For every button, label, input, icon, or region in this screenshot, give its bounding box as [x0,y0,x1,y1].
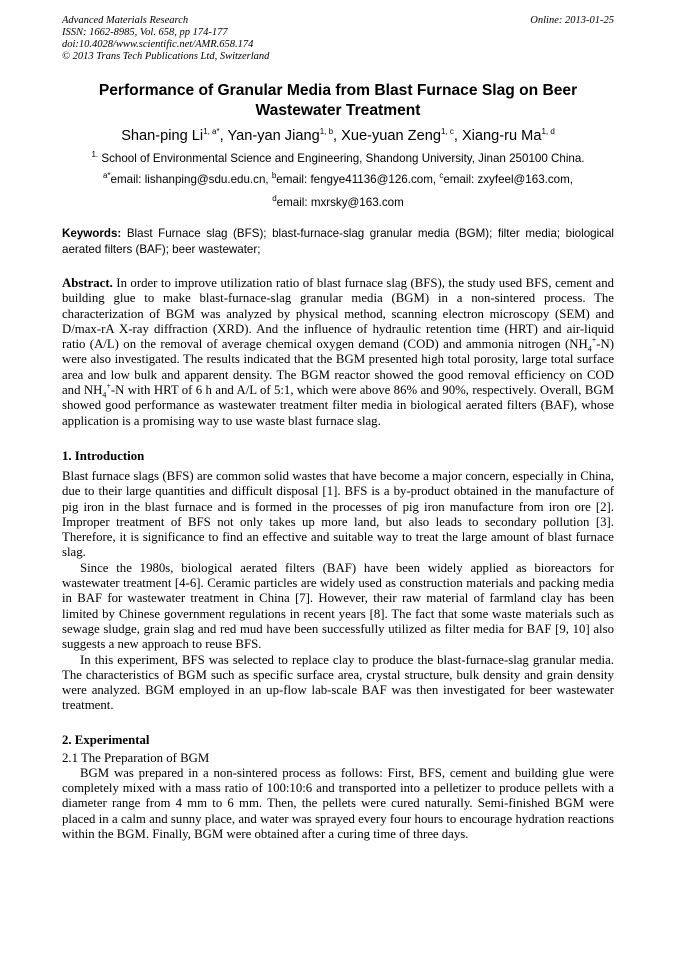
affiliation [62,150,614,168]
affiliation-text: School of Environmental Science and Engineering, Shandong University, Jinan 250100 China. [101,152,585,165]
email-mark: d [272,194,277,204]
email-mark: b [271,171,277,181]
section-heading-introduction: 1. Introduction [62,448,145,463]
author-name: Shan-ping Li [121,128,204,144]
author-separator: , [219,128,228,144]
email-mark: c [439,171,444,181]
author-affil-mark: 1, b [319,127,334,137]
author-separator: , [453,128,462,144]
author-name: Yan-yan Jiang [227,128,320,144]
body-paragraph: In this experiment, BFS was selected to replace clay to produce the blast-furnace-slag granular media. The characteristics of BGM such as specific surface area, crystal structure, bulk density and grain density were analyzed. BGM employed in an up-flow lab-scale BAF was then investigated for beer wastewater treatment. [62,652,614,713]
email-line-2 [62,191,614,214]
copyright-line: © 2013 Trans Tech Publications Ltd, Switzerland [62,51,270,62]
abstract-text: -N) were also investigated. The results indicated that the BGM presented high total porosity, large total surface area and low bulk and apparent density. The BGM reactor showed the good removal efficiency on COD and NH [62,337,614,398]
title-line-1: Performance of Granular Media from Blast Furnace Slag on Beer [98,82,578,99]
author-affil-mark: 1, a* [203,127,220,137]
superscript: + [106,381,111,391]
author-list [62,125,614,147]
title-line-2: Wastewater Treatment [255,102,421,119]
email-c: email: zxyfeel@163.com, [443,173,574,186]
abstract [62,276,614,429]
keywords [62,226,614,258]
abstract-text: In order to improve utilization ratio of blast furnace slag (BFS), the study used BFS, cement and building glue to make blast-furnace-slag granular media (BGM) in a non-sintered process. The characterization of BGM was analyzed by physical method, scanning electron microscopy (SEM) and D/max-rA X-ray diffraction (XRD). And the influence of hydraulic retention time (HRT) and air-liquid ratio (A/L) on the removal of average chemical oxygen demand (COD) and ammonia nitrogen (NH [62,276,614,352]
author-name: Xiang-ru Ma [461,128,542,144]
author-name: Xue-yuan Zeng [341,128,441,144]
affiliation-mark: 1. [91,150,99,160]
journal-header [62,15,614,63]
body-paragraph: Blast furnace slags (BFS) are common solid wastes that have become a major concern, especially in China, due to their large quantities and difficult disposal [1]. BFS is a by-product obtained in the manufacture of pig iron in the blast furnace and is formed in the processes of pig iron manufacture from iron ore [2]. Improper treatment of BFS not only takes up more land, but also leads to secondary pollution [3]. Therefore, it is significance to find an effective and suitable way to treat the large amount of blast furnace slag. [62,468,614,560]
author-affil-mark: 1, c [440,127,454,137]
body-paragraph: Since the 1980s, biological aerated filters (BAF) have been widely applied as bioreactors for wastewater treatment [4-6]. Ceramic particles are widely used as construction materials and packing media in BAF for wastewater treatment in China [7]. However, their raw material of farmland clay has been limited by Chinese government regulations in recent years [8]. The fact that some waste materials such as sewage sludge, grain slag and red mud have been successfully utilized as filter media for BAF [9, 10] also suggests a new approach to reuse BFS. [62,560,614,652]
paper-page [62,15,614,842]
author-affil-mark: 1, d [541,127,555,137]
journal-name: Advanced Materials Research [62,15,189,26]
abstract-label: Abstract. [62,276,113,290]
email-list [62,168,614,214]
paper-title [62,81,614,121]
email-mark: a* [102,171,111,181]
subscript: 4 [587,344,592,354]
email-a: email: lishanping@sdu.edu.cn, [110,173,272,186]
email-d: email: mxrsky@163.com [276,196,404,209]
body-paragraph: BGM was prepared in a non-sintered process as follows: First, BFS, cement and building glue were completely mixed with a mass ratio of 100:10:6 and transported into a pelletizer to produce pellets with a diameter range from 4 mm to 6 mm. Then, the pellets were cured naturally. Semi-finished BGM were placed in a calm and sunny place, and water was sprayed every four hours to encourage hydration reactions within the BGM. Finally, BGM were obtained after a curing time of three days. [62,765,614,841]
section-heading-experimental: 2. Experimental [62,732,150,747]
keywords-label: Keywords: [62,227,122,240]
email-line-1 [62,168,614,191]
online-date: Online: 2013-01-25 [530,15,614,26]
keywords-text: Blast Furnace slag (BFS); blast-furnace-slag granular media (BGM); filter media; biological aerated filters (BAF); beer wastewater; [62,227,614,256]
issn-line: ISSN: 1662-8985, Vol. 658, pp 174-177 [62,27,228,38]
superscript: + [591,335,597,345]
subsection-heading: 2.1 The Preparation of BGM [62,750,210,765]
subscript: 4 [102,390,107,400]
email-b: email: fengye41136@126.com, [276,173,440,186]
author-separator: , [333,128,342,144]
abstract-text: -N with HRT of 6 h and A/L of 5:1, which were above 86% and 90%, respectively. Overall, BGM showed good performance as wastewater treatment filter media in biological aerated filters (BAF), whose application is a promising way to use waste blast furnace slag. [62,383,614,428]
doi-line: doi:10.4028/www.scientific.net/AMR.658.174 [62,39,254,50]
